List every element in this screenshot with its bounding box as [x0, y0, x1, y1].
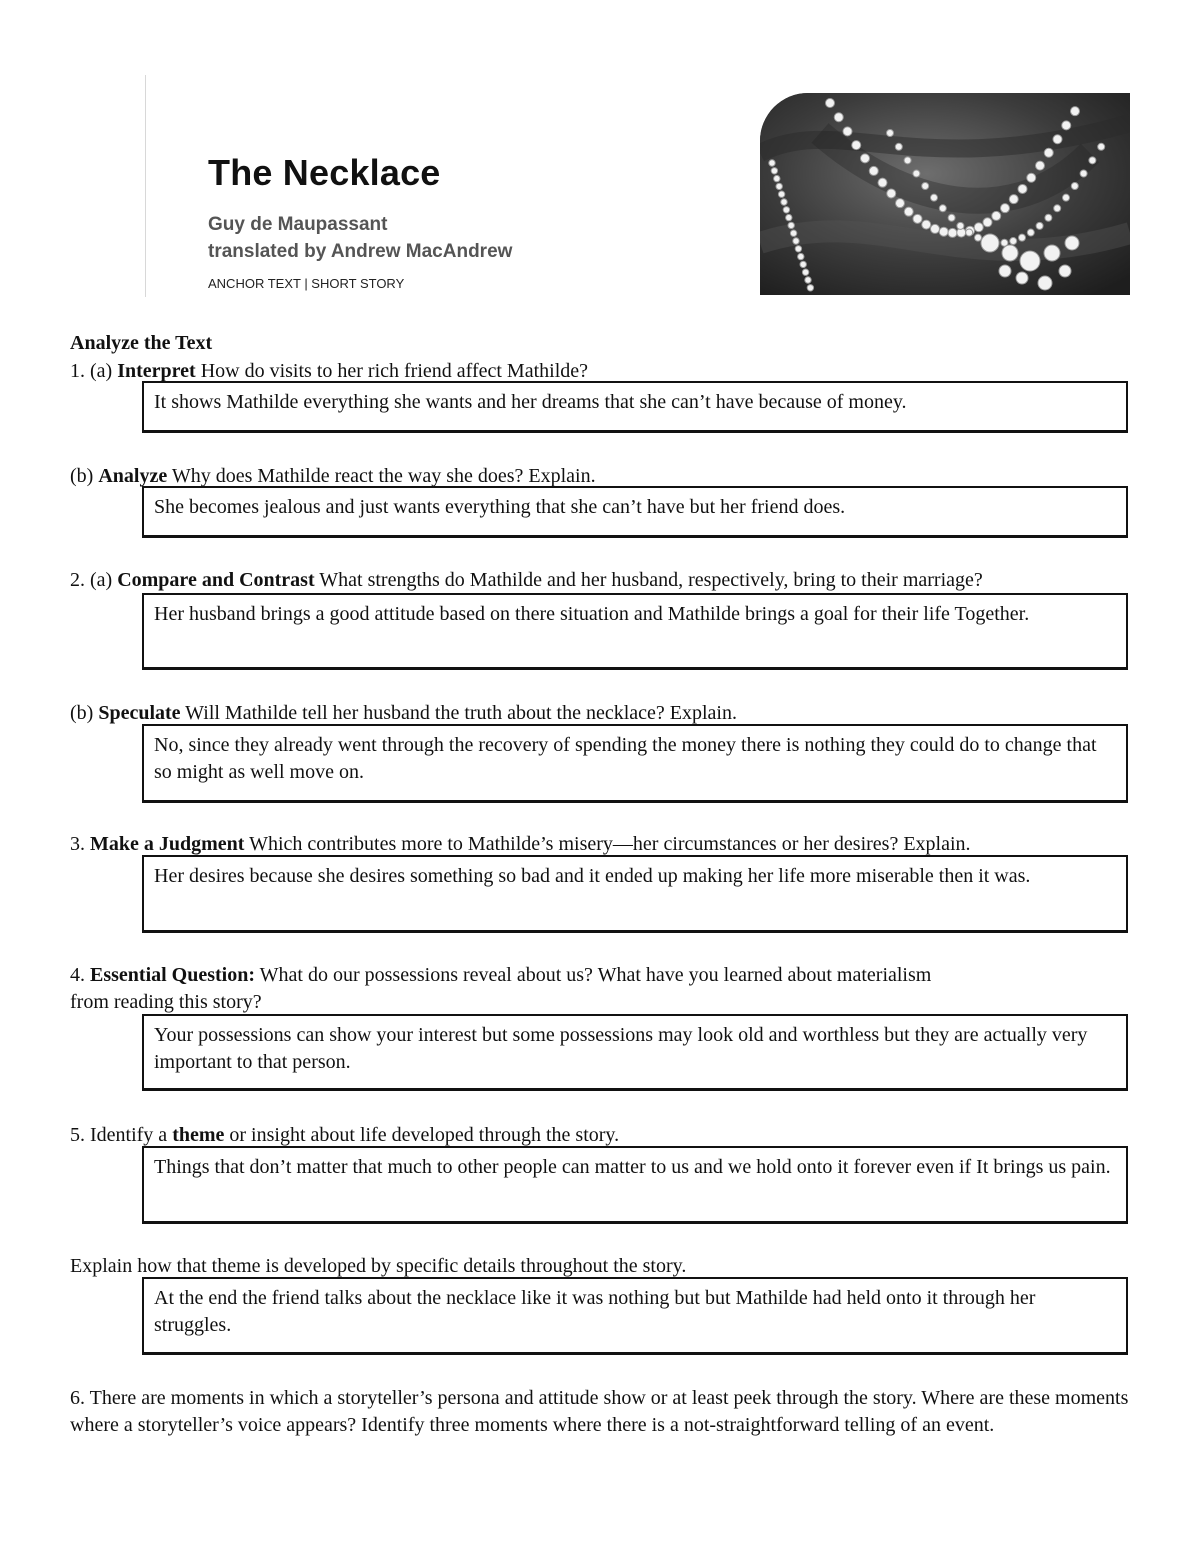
rhinestone	[1010, 238, 1017, 245]
rhinestone	[807, 285, 813, 291]
rhinestone	[869, 166, 878, 175]
rhinestone	[1036, 161, 1045, 170]
rhinestone	[1020, 251, 1040, 271]
question-keyword: Analyze	[98, 465, 168, 487]
necklace-photo	[760, 93, 1130, 295]
rhinestone	[783, 207, 789, 213]
rhinestone	[1071, 107, 1080, 116]
rhinestone	[904, 207, 913, 216]
rhinestone	[798, 253, 804, 259]
answer-box-8[interactable]: At the end the friend talks about the necklace like it was nothing but but Mathilde had held onto it through her struggles.	[142, 1277, 1128, 1355]
rhinestone	[896, 199, 905, 208]
question-text: What do our possessions reveal about us? What have you learned about materialism	[255, 964, 932, 986]
rhinestone	[1016, 272, 1028, 284]
question-number: 1. (a)	[70, 360, 118, 382]
answer-box-5[interactable]: Her desires because she desires something so bad and it ended up making her life more miserable then it was.	[142, 855, 1128, 933]
necklace-image-icon	[760, 93, 1130, 295]
rhinestone	[887, 130, 894, 137]
question-number: 5. Identify a	[70, 1124, 173, 1146]
rhinestone	[795, 246, 801, 252]
question-number: 3.	[70, 833, 90, 855]
rhinestone	[790, 230, 796, 236]
rhinestone	[1038, 276, 1052, 290]
rhinestone	[1002, 245, 1018, 261]
question-keyword: Essential Question:	[90, 964, 256, 986]
rhinestone	[1018, 184, 1027, 193]
question-text: Will Mathilde tell her husband the truth about the necklace? Explain.	[180, 702, 737, 724]
rhinestone	[786, 214, 792, 220]
rhinestone	[1071, 182, 1078, 189]
rhinestone	[895, 143, 902, 150]
rhinestone	[1036, 222, 1043, 229]
rhinestone	[957, 222, 964, 229]
story-translator: translated by Andrew MacAndrew	[208, 241, 513, 262]
question-text: or insight about life developed through the story.	[224, 1124, 620, 1146]
rhinestone	[769, 160, 775, 166]
question-6-prompt	[70, 962, 931, 989]
rhinestone	[939, 205, 946, 212]
rhinestone	[778, 191, 784, 197]
rhinestone	[776, 183, 782, 189]
question-6: 6. There are moments in which a storyteller’s persona and attitude show or at least peek through the story. Where are these moments where a storyteller’s voice appears? Identify three moments where there is a not-straightforward telling of an event.	[70, 1387, 1129, 1436]
rhinestone	[983, 218, 992, 227]
answer-box-2[interactable]: She becomes jealous and just wants everything that she can’t have but her friend does.	[142, 486, 1128, 538]
answer-box-7[interactable]: Things that don’t matter that much to other people can matter to us and we hold onto it forever even if It brings us pain.	[142, 1146, 1128, 1224]
rhinestone	[975, 234, 982, 241]
rhinestone	[1089, 157, 1096, 164]
question-text: Which contributes more to Mathilde’s misery—her circumstances or her desires? Explain.	[244, 833, 971, 855]
question-text: Explain how that theme is developed by specific details throughout the story.	[70, 1255, 687, 1277]
rhinestone	[774, 175, 780, 181]
answer-box-3[interactable]: Her husband brings a good attitude based on there situation and Mathilde brings a goal for their life Together.	[142, 593, 1128, 670]
rhinestone	[939, 227, 948, 236]
question-number: (b)	[70, 465, 99, 487]
answer-box-4[interactable]: No, since they already went through the recovery of spending the money there is nothing they could do to change that so might as well move on.	[142, 724, 1128, 803]
section-title: Analyze the Text	[70, 332, 213, 354]
rhinestone	[1098, 143, 1105, 150]
question-keyword: Interpret	[117, 360, 196, 382]
rhinestone	[1045, 214, 1052, 221]
rhinestone	[1062, 121, 1071, 130]
question-8-prompt	[70, 1253, 686, 1280]
rhinestone	[966, 229, 973, 236]
question-number: 2. (a)	[70, 569, 118, 591]
rhinestone	[981, 234, 999, 252]
rhinestone	[1009, 195, 1018, 204]
header-divider	[145, 75, 146, 297]
rhinestone	[1019, 234, 1026, 241]
rhinestone	[1054, 205, 1061, 212]
question-number: 4.	[70, 964, 90, 986]
rhinestone	[852, 141, 861, 150]
rhinestone	[1059, 265, 1071, 277]
rhinestone	[922, 220, 931, 229]
rhinestone	[805, 277, 811, 283]
question-text: Why does Mathilde react the way she does? Explain.	[167, 465, 596, 487]
rhinestone	[992, 211, 1001, 220]
question-7-prompt	[70, 1122, 619, 1149]
question-3-prompt	[70, 567, 983, 594]
rhinestone	[781, 199, 787, 205]
story-tagline: ANCHOR TEXT | SHORT STORY	[208, 276, 405, 291]
answer-box-1[interactable]: It shows Mathilde everything she wants and her dreams that she can’t have because of money.	[142, 381, 1128, 433]
rhinestone	[948, 214, 955, 221]
rhinestone	[1063, 194, 1070, 201]
rhinestone	[1001, 204, 1010, 213]
question-4-prompt	[70, 700, 737, 727]
rhinestone	[861, 154, 870, 163]
question-text: What strengths do Mathilde and her husband, respectively, bring to their marriage?	[314, 569, 983, 591]
rhinestone	[843, 127, 852, 136]
question-keyword: theme	[172, 1124, 225, 1146]
rhinestone	[1027, 229, 1034, 236]
rhinestone	[826, 99, 835, 108]
rhinestone	[788, 222, 794, 228]
question-text: How do visits to her rich friend affect Mathilde?	[195, 360, 588, 382]
rhinestone	[878, 178, 887, 187]
question-keyword: Speculate	[98, 702, 181, 724]
rhinestone	[931, 224, 940, 233]
question-5-prompt	[70, 831, 971, 858]
rhinestone	[922, 182, 929, 189]
rhinestone	[802, 269, 808, 275]
rhinestone	[904, 157, 911, 164]
rhinestone	[913, 214, 922, 223]
rhinestone	[913, 170, 920, 177]
rhinestone	[834, 113, 843, 122]
question-keyword: Make a Judgment	[90, 833, 245, 855]
question-text-continued: from reading this story?	[70, 991, 262, 1013]
rhinestone	[1044, 148, 1053, 157]
rhinestone	[1065, 236, 1079, 250]
rhinestone	[931, 194, 938, 201]
rhinestone	[1053, 135, 1062, 144]
rhinestone	[999, 265, 1011, 277]
answer-box-6[interactable]: Your possessions can show your interest but some possessions may look old and worthless but they are actually very important to that person.	[142, 1014, 1128, 1091]
rhinestone	[800, 261, 806, 267]
rhinestone	[948, 228, 957, 237]
question-number: (b)	[70, 702, 99, 724]
story-title: The Necklace	[208, 152, 441, 193]
rhinestone	[974, 223, 983, 232]
story-author: Guy de Maupassant	[208, 214, 388, 235]
rhinestone	[887, 189, 896, 198]
rhinestone	[793, 238, 799, 244]
rhinestone	[1044, 245, 1060, 261]
rhinestone	[771, 168, 777, 174]
question-keyword: Compare and Contrast	[117, 569, 315, 591]
rhinestone	[1027, 173, 1036, 182]
rhinestone	[1080, 170, 1087, 177]
